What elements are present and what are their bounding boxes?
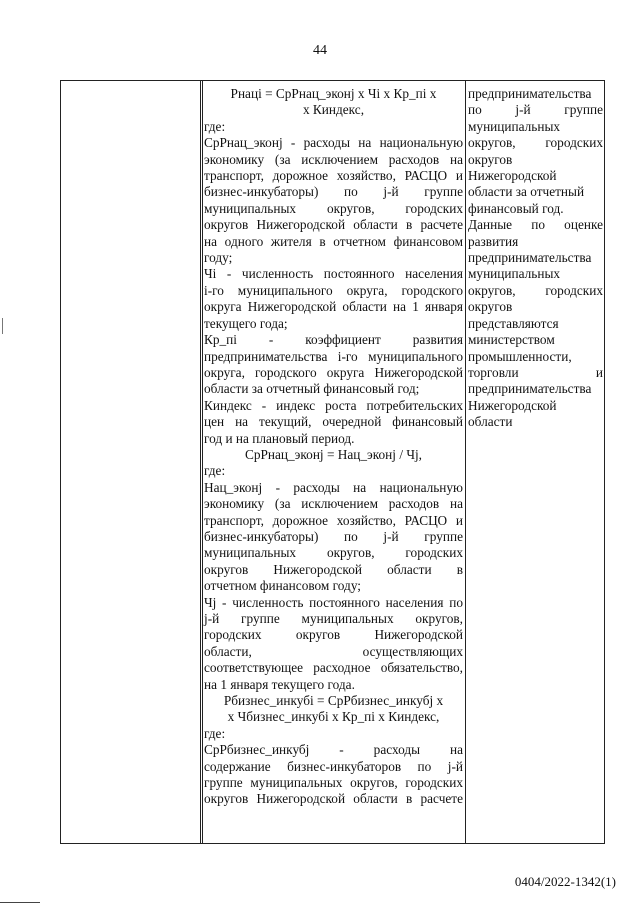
- formula-text-line: Нац_эконj - расходы на национальную: [204, 479, 463, 495]
- scan-margin-mark: [2, 318, 3, 334]
- formula-text-line: округа Нижегородской области на 1 января: [204, 299, 463, 315]
- formula-text-line: год и на плановый период.: [204, 430, 355, 446]
- document-code: 0404/2022-1342(1): [514, 874, 616, 889]
- formula-text-line: Рбизнес_инкубi = СрРбизнес_инкубj х: [223, 693, 444, 709]
- formula-text-line: группе муниципальных округов, городских: [204, 775, 463, 791]
- formula-text-line: округа, городского округа Нижегородской: [204, 364, 463, 380]
- source-text-line: торговли и: [468, 364, 603, 380]
- formula-column: [204, 86, 463, 808]
- formula-text-line: где:: [204, 118, 226, 134]
- page-number: 44: [313, 43, 327, 58]
- formula-text-line: транспорт, дорожное хозяйство, РАСЦО и: [204, 512, 463, 528]
- formula-text-line: на одного жителя в отчетном финансовом: [204, 233, 463, 249]
- formula-text-line: х Чбизнес_инкубi х Кр_пi х Киндекс,: [227, 709, 440, 725]
- formula-text-line: Рнацi = СрРнац_эконj х Чi х Кр_пi х: [230, 86, 437, 101]
- source-text-line: муниципальных: [468, 266, 561, 282]
- formula-text-line: где:: [204, 725, 226, 741]
- source-text-line: финансовый год.: [468, 200, 564, 216]
- source-text-line: предпринимательства: [468, 250, 592, 266]
- source-text-line: развития: [468, 233, 519, 249]
- formula-text-line: отчетном финансовом году;: [204, 578, 361, 594]
- formula-text-line: бизнес-инкубаторы) по j-й группе: [204, 528, 463, 544]
- source-text-line: представляются: [468, 315, 559, 331]
- formula-text-line: СрРбизнес_инкубj - расходы на: [204, 742, 463, 758]
- source-text-line: округов: [468, 299, 513, 315]
- formula-text-line: цен на текущий, очередной финансовый: [204, 414, 463, 430]
- formula-text-line: экономику (за исключением расходов на: [204, 151, 463, 167]
- source-text-line: Нижегородской: [468, 168, 557, 184]
- formula-text-line: текущего года;: [204, 315, 288, 331]
- formula-text-line: СрРнац_эконj - расходы на национальную: [204, 135, 463, 151]
- source-text-line: округов, городских: [468, 135, 603, 151]
- formula-text-line: округов Нижегородской области в расчете: [204, 791, 463, 807]
- scan-edge-line: [0, 902, 40, 903]
- source-text-line: предпринимательства: [468, 381, 592, 397]
- source-text-line: предпринимательства: [468, 86, 592, 101]
- formula-text-line: области за отчетный финансовый год;: [204, 381, 420, 397]
- formula-text-line: транспорт, дорожное хозяйство, РАСЦО и: [204, 168, 463, 184]
- document-table: [60, 80, 605, 844]
- formula-text-line: Чi - численность постоянного населения: [204, 266, 463, 282]
- data-source-column: [468, 86, 603, 431]
- formula-text-line: городских округов Нижегородской: [204, 627, 463, 643]
- source-text-line: Нижегородской: [468, 397, 557, 413]
- source-text-line: области за отчетный: [468, 184, 585, 200]
- column-divider: [200, 81, 201, 843]
- column-divider: [202, 81, 203, 843]
- formula-text-line: округов Нижегородской области в: [204, 561, 463, 577]
- formula-text-line: на 1 января текущего года.: [204, 676, 355, 692]
- formula-text-line: Чj - численность постоянного населения по: [204, 594, 463, 610]
- source-text-line: промышленности,: [468, 348, 572, 364]
- formula-text-line: экономику (за исключением расходов на: [204, 496, 463, 512]
- formula-text-line: муниципальных округов, городских: [204, 545, 463, 561]
- formula-text-line: СрРнац_эконj = Нац_эконj / Чj,: [244, 446, 422, 462]
- formula-text-line: где:: [204, 463, 226, 479]
- formula-text-line: содержание бизнес-инкубаторов по j-й: [204, 758, 463, 774]
- formula-text-line: предпринимательства i-го муниципального: [204, 348, 463, 364]
- source-text-line: по j-й группе: [468, 102, 603, 118]
- source-text-line: области: [468, 414, 513, 430]
- source-text-line: округов, городских: [468, 282, 603, 298]
- formula-text-line: муниципальных округов, городских: [204, 200, 463, 216]
- formula-text-line: соответствующее расходное обязательство,: [204, 660, 463, 676]
- formula-text-line: округов Нижегородской области в расчете: [204, 217, 463, 233]
- formula-text-line: j-й группе муниципальных округов,: [204, 611, 463, 626]
- column-divider: [465, 81, 466, 843]
- formula-text-line: бизнес-инкубаторы) по j-й группе: [204, 184, 463, 200]
- formula-text-line: х Киндекс,: [302, 102, 365, 118]
- source-text-line: Данные по оценке: [468, 217, 603, 233]
- formula-text-line: Кр_пi - коэффициент развития: [204, 332, 463, 348]
- source-text-line: муниципальных: [468, 118, 561, 134]
- source-text-line: министерством: [468, 332, 555, 348]
- formula-text-line: области, осуществляющих: [204, 643, 463, 659]
- formula-text-line: i-го муниципального округа, городского: [204, 282, 463, 298]
- formula-text-line: году;: [204, 250, 233, 266]
- formula-text-line: Киндекс - индекс роста потребительских: [204, 397, 463, 413]
- source-text-line: округов: [468, 151, 513, 167]
